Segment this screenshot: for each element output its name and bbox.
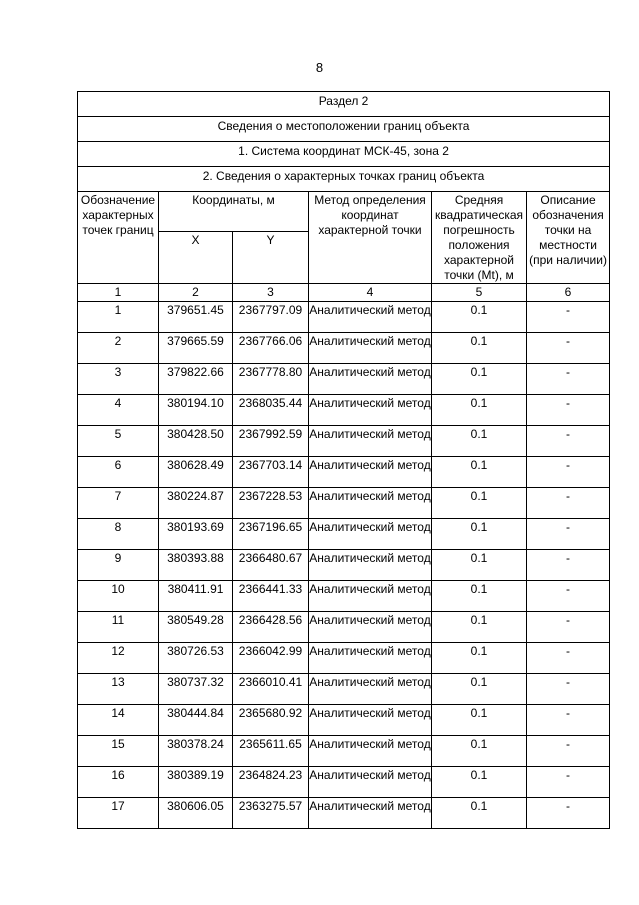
coord-system-row [78,142,610,167]
table-row [78,643,610,674]
accuracy-cell: 0.1 [432,333,527,364]
table-row [78,674,610,705]
header-row-1 [78,192,610,232]
subsection-title: Сведения о местоположении границ объекта [78,117,610,142]
x-coordinate-cell: 380193.69 [159,519,233,550]
point-number-cell: 9 [78,550,159,581]
x-coordinate-cell: 379665.59 [159,333,233,364]
description-cell: - [527,736,610,767]
y-coordinate-cell: 2367797.09 [233,302,309,333]
description-cell: - [527,581,610,612]
x-coordinate-cell: 380194.10 [159,395,233,426]
column-number: 1 [78,284,159,302]
method-cell: Аналитический метод [309,643,432,674]
x-coordinate-cell: 380428.50 [159,426,233,457]
table-row [78,519,610,550]
header-accuracy: Средняя квадратическая погрешность положения характерной точки (Mt), м [432,192,527,284]
description-cell: - [527,302,610,333]
points-title: 2. Сведения о характерных точках границ объекта [78,167,610,192]
y-coordinate-cell: 2367766.06 [233,333,309,364]
description-cell: - [527,519,610,550]
column-number: 6 [527,284,610,302]
point-number-cell: 17 [78,798,159,829]
method-cell: Аналитический метод [309,426,432,457]
description-cell: - [527,674,610,705]
y-coordinate-cell: 2366042.99 [233,643,309,674]
accuracy-cell: 0.1 [432,581,527,612]
point-number-cell: 16 [78,767,159,798]
method-cell: Аналитический метод [309,364,432,395]
accuracy-cell: 0.1 [432,395,527,426]
description-cell: - [527,364,610,395]
table-row [78,612,610,643]
y-coordinate-cell: 2365611.65 [233,736,309,767]
point-number-cell: 13 [78,674,159,705]
y-coordinate-cell: 2363275.57 [233,798,309,829]
x-coordinate-cell: 380393.88 [159,550,233,581]
section-title: Раздел 2 [78,92,610,117]
description-cell: - [527,426,610,457]
accuracy-cell: 0.1 [432,457,527,488]
accuracy-cell: 0.1 [432,612,527,643]
table-row [78,767,610,798]
table-row [78,488,610,519]
table-row [78,302,610,333]
description-cell: - [527,705,610,736]
method-cell: Аналитический метод [309,612,432,643]
point-number-cell: 1 [78,302,159,333]
table-row [78,550,610,581]
accuracy-cell: 0.1 [432,736,527,767]
table-row [78,581,610,612]
description-cell: - [527,798,610,829]
x-coordinate-cell: 380224.87 [159,488,233,519]
header-designation: Обозначение характерных точек границ [78,192,159,284]
table-row [78,736,610,767]
header-method: Метод определения координат характерной точки [309,192,432,284]
y-coordinate-cell: 2366428.56 [233,612,309,643]
header-x: X [159,232,233,284]
point-number-cell: 12 [78,643,159,674]
x-coordinate-cell: 379822.66 [159,364,233,395]
x-coordinate-cell: 380389.19 [159,767,233,798]
description-cell: - [527,395,610,426]
x-coordinate-cell: 380549.28 [159,612,233,643]
point-number-cell: 3 [78,364,159,395]
table-row [78,395,610,426]
column-number: 3 [233,284,309,302]
accuracy-cell: 0.1 [432,643,527,674]
method-cell: Аналитический метод [309,333,432,364]
x-coordinate-cell: 380411.91 [159,581,233,612]
y-coordinate-cell: 2366480.67 [233,550,309,581]
y-coordinate-cell: 2366010.41 [233,674,309,705]
accuracy-cell: 0.1 [432,426,527,457]
point-number-cell: 10 [78,581,159,612]
point-number-cell: 15 [78,736,159,767]
y-coordinate-cell: 2364824.23 [233,767,309,798]
y-coordinate-cell: 2368035.44 [233,395,309,426]
header-coordinates: Координаты, м [159,192,309,232]
x-coordinate-cell: 380726.53 [159,643,233,674]
x-coordinate-cell: 379651.45 [159,302,233,333]
column-number-row [78,284,610,302]
method-cell: Аналитический метод [309,674,432,705]
accuracy-cell: 0.1 [432,767,527,798]
table-row [78,364,610,395]
description-cell: - [527,333,610,364]
method-cell: Аналитический метод [309,488,432,519]
header-description: Описание обозначения точки на местности (при наличии) [527,192,610,284]
method-cell: Аналитический метод [309,581,432,612]
coord-system-title: 1. Система координат МСК-45, зона 2 [78,142,610,167]
y-coordinate-cell: 2367228.53 [233,488,309,519]
accuracy-cell: 0.1 [432,302,527,333]
y-coordinate-cell: 2367196.65 [233,519,309,550]
accuracy-cell: 0.1 [432,705,527,736]
table-row [78,426,610,457]
method-cell: Аналитический метод [309,705,432,736]
page-number: 8 [315,60,324,75]
point-number-cell: 7 [78,488,159,519]
accuracy-cell: 0.1 [432,488,527,519]
description-cell: - [527,457,610,488]
y-coordinate-cell: 2365680.92 [233,705,309,736]
y-coordinate-cell: 2366441.33 [233,581,309,612]
header-y: Y [233,232,309,284]
column-number: 4 [309,284,432,302]
method-cell: Аналитический метод [309,457,432,488]
y-coordinate-cell: 2367992.59 [233,426,309,457]
table-row [78,705,610,736]
method-cell: Аналитический метод [309,767,432,798]
description-cell: - [527,767,610,798]
method-cell: Аналитический метод [309,798,432,829]
method-cell: Аналитический метод [309,736,432,767]
subsection-title-row [78,117,610,142]
description-cell: - [527,550,610,581]
method-cell: Аналитический метод [309,519,432,550]
x-coordinate-cell: 380378.24 [159,736,233,767]
description-cell: - [527,643,610,674]
point-number-cell: 14 [78,705,159,736]
point-number-cell: 2 [78,333,159,364]
point-number-cell: 8 [78,519,159,550]
point-number-cell: 4 [78,395,159,426]
description-cell: - [527,612,610,643]
accuracy-cell: 0.1 [432,519,527,550]
column-number: 5 [432,284,527,302]
y-coordinate-cell: 2367703.14 [233,457,309,488]
points-title-row [78,167,610,192]
x-coordinate-cell: 380628.49 [159,457,233,488]
accuracy-cell: 0.1 [432,364,527,395]
point-number-cell: 11 [78,612,159,643]
method-cell: Аналитический метод [309,302,432,333]
description-cell: - [527,488,610,519]
point-number-cell: 6 [78,457,159,488]
section-title-row [78,92,610,117]
table-row [78,333,610,364]
column-number: 2 [159,284,233,302]
table-body [78,92,610,829]
y-coordinate-cell: 2367778.80 [233,364,309,395]
point-number-cell: 5 [78,426,159,457]
accuracy-cell: 0.1 [432,674,527,705]
accuracy-cell: 0.1 [432,550,527,581]
accuracy-cell: 0.1 [432,798,527,829]
coordinates-table [77,91,610,829]
method-cell: Аналитический метод [309,395,432,426]
table-row [78,457,610,488]
table-row [78,798,610,829]
method-cell: Аналитический метод [309,550,432,581]
x-coordinate-cell: 380737.32 [159,674,233,705]
x-coordinate-cell: 380606.05 [159,798,233,829]
x-coordinate-cell: 380444.84 [159,705,233,736]
